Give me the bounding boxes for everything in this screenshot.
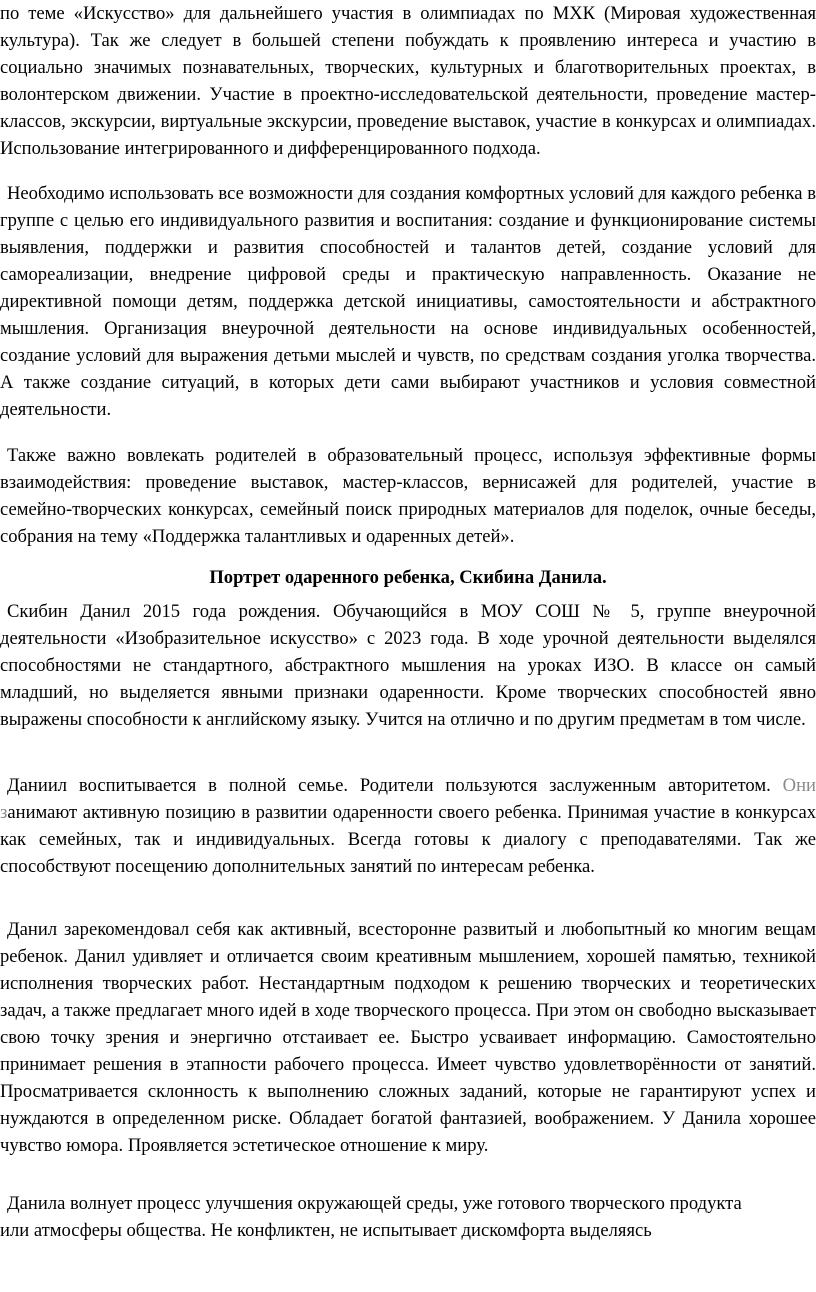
paragraph-student-intro: Скибин Данил 2015 года рождения. Обучающийся в МОУ СОШ № 5, группе внеурочной деятельности «Изобразительное искусство» с 2023 года. В ходе урочной деятельности выделялся способностями не стандартного, абстрактного мышления на уроках ИЗО. В классе он самый младший, но выделяется явными признаки одаренности. Кроме творческих способностей явно выражены способности к английскому языку. Учится на отлично и по другим предметам в том числе.	[0, 601, 816, 730]
paragraph-environment: Данила волнует процесс улучшения окружающей среды, уже готового творческого продукта или атмосферы общества. Не конфликтен, не испытывает дискомфорта выделяясь	[0, 1193, 742, 1241]
faded-text: Они з	[0, 775, 816, 823]
family-text-rest: анимают активную позицию в развитии одаренности своего ребенка. Принимая участие в конкурсах как семейных, так и индивидуальных. Всегда готовы к диалогу с преподавателями. Так же способствуют посещению дополнительных занятий по интересам ребенка.	[0, 802, 816, 877]
paragraph-parent-involvement: Также важно вовлекать родителей в образовательный процесс, используя эффективные формы взаимодействия: проведение выставок, мастер-классов, вернисажей для родителей, участие в семейно-творческих конкурсах, семейный поиск природных материалов для поделок, очные беседы, собрания на тему «Поддержка талантливых и одаренных детей».	[0, 445, 816, 547]
paragraph-family	[0, 772, 816, 880]
paragraph-characteristics: Данил зарекомендовал себя как активный, всесторонне развитый и любопытный ко многим вещам ребенок. Данил удивляет и отличается своим креативным мышлением, хорошей памятью, техникой исполнения творческих работ. Нестандартным подходом к решению творческих и теоретических задач, а также предлагает много идей в ходе творческого процесса. При этом он свободно высказывает свою точку зрения и энергично отстаивает ее. Быстро усваивает информацию. Самостоятельно принимает решения в этапности рабочего процесса. Имеет чувство удовлетворённости от занятий. Просматривается склонность к выполнению сложных заданий, которые не гарантируют успех и нуждаются в определенном риске. Обладает богатой фантазией, воображением. У Данила хорошее чувство юмора. Проявляется эстетическое отношение к миру.	[0, 919, 816, 1156]
paragraph-art-olympiads: по теме «Искусство» для дальнейшего участия в олимпиадах по МХК (Мировая художественная культура). Так же следует в большей степени побуждать к проявлению интереса и участию в социально значимых познавательных, творческих, культурных и благотворительных проектах, в волонтерском движении. Участие в проектно-исследовательской деятельности, проведение мастер-классов, экскурсии, виртуальные экскурсии, проведение выставок, участие в конкурсах и олимпиадах. Использование интегрированного и дифференцированного подхода.	[0, 3, 816, 159]
family-text-start: Даниил воспитывается в полной семье. Родители пользуются заслуженным авторитетом.	[7, 775, 783, 796]
section-heading: Портрет одаренного ребенка, Скибина Данила.	[209, 567, 607, 588]
paragraph-comfortable-conditions: Необходимо использовать все возможности для создания комфортных условий для каждого ребенка в группе с целью его индивидуального развития и воспитания: создание и функционирование системы выявления, поддержки и развития способностей и талантов детей, создание условий для самореализации, внедрение цифровой среды и практическую направленность. Оказание не директивной помощи детям, поддержка детской инициативы, самостоятельности и абстрактного мышления. Организация внеурочной деятельности на основе индивидуальных особенностей, создание условий для выражения детьми мыслей и чувств, по средствам создания уголка творчества. А также создание ситуаций, в которых дети сами выбирают участников и условия совместной деятельности.	[0, 183, 816, 420]
